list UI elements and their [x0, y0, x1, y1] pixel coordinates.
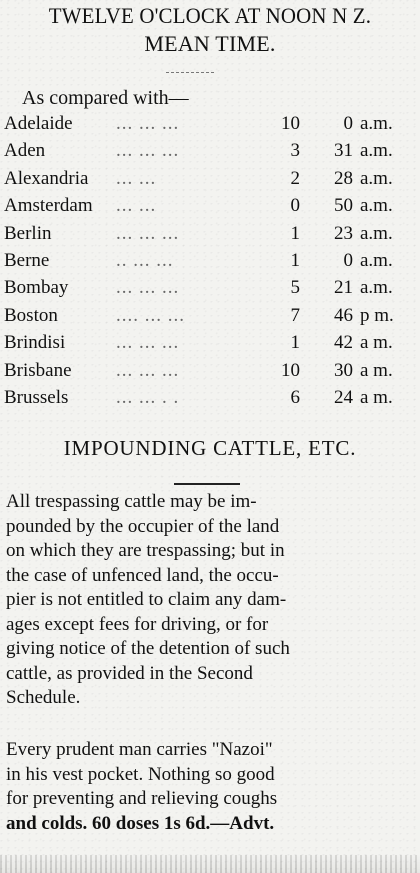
hour-value: 1 [290, 249, 300, 271]
dot-leader: ... ... ... [116, 113, 180, 134]
dot-leader: ... ... ... [116, 359, 180, 381]
section-heading: IMPOUNDING CATTLE, ETC. [63, 436, 357, 460]
dot-leader: ... ... ... [116, 222, 180, 244]
paragraph-line: pier is not entitled to claim any dam- [6, 589, 287, 610]
minute-value: 24 [334, 386, 353, 408]
minute-value: 30 [334, 359, 353, 381]
hour-value: 3 [290, 140, 300, 162]
minute-value: 23 [334, 222, 353, 244]
city-name: Brindisi [4, 332, 66, 354]
dot-leader: ... ... ... [116, 277, 180, 299]
paragraph-line: for preventing and relieving coughs [6, 788, 278, 809]
advertisement-paragraph [6, 738, 414, 836]
time-table-title [0, 2, 420, 58]
table-row-aden [4, 137, 408, 164]
section-divider [174, 483, 240, 485]
city-name: Amsterdam [4, 195, 93, 217]
table-row-amsterdam [4, 192, 408, 219]
hour-value: 6 [290, 386, 300, 408]
paragraph-line: cattle, as provided in the Second [6, 662, 253, 684]
dot-leader: .. ... ... [116, 249, 174, 271]
dot-leader: ... ... ... [116, 332, 180, 354]
paragraph-line: Every prudent man carries "Nazoi" [6, 739, 273, 760]
city-name: Brisbane [4, 359, 72, 381]
city-name: Brussels [4, 386, 69, 408]
hour-value: 2 [290, 167, 300, 189]
meridiem-label: a.m. [360, 167, 393, 189]
table-row-adelaide [4, 110, 408, 137]
table-row-brisbane [4, 357, 408, 384]
hour-value: 10 [281, 359, 300, 381]
city-name: Alexandria [4, 167, 89, 189]
dot-leader: .... ... ... [116, 304, 185, 326]
meridiem-label: a.m. [360, 222, 393, 244]
table-row-bombay [4, 274, 408, 301]
minute-value: 46 [334, 304, 353, 326]
meridiem-label: p m. [360, 304, 394, 326]
meridiem-label: a m. [360, 359, 393, 381]
city-name: Berlin [4, 222, 52, 244]
dot-leader: ... ... . . [116, 386, 180, 408]
meridiem-label: a.m. [360, 249, 393, 271]
table-row-brindisi [4, 329, 408, 356]
hour-value: 7 [290, 304, 300, 326]
meridiem-label: a.m. [360, 277, 393, 299]
impounding-paragraph [6, 490, 414, 711]
hour-value: 0 [290, 195, 300, 217]
meridiem-label: a.m. [360, 113, 393, 134]
meridiem-label: a m. [360, 386, 393, 408]
meridiem-label: a.m. [360, 140, 393, 162]
hour-value: 5 [290, 277, 300, 299]
time-table-title-line-1: TWELVE O'CLOCK AT NOON N Z. [48, 3, 372, 28]
hour-value: 10 [281, 113, 300, 134]
paragraph-line: on which they are trespassing; but in [6, 540, 285, 561]
minute-value: 50 [334, 195, 353, 217]
time-table-title-line-2: MEAN TIME. [144, 31, 276, 56]
table-row-boston [4, 302, 408, 329]
meridiem-label: a.m. [360, 195, 393, 217]
dot-leader: ... ... [116, 167, 157, 189]
minute-value: 21 [334, 277, 353, 299]
table-row-brussels [4, 384, 408, 411]
city-name: Adelaide [4, 113, 73, 134]
city-name: Aden [4, 140, 46, 162]
paragraph-line: and colds. 60 doses 1s 6d.—Advt. [6, 812, 275, 834]
minute-value: 42 [334, 332, 353, 354]
torn-paper-edge [0, 855, 420, 873]
title-divider [166, 72, 214, 73]
paragraph-line: the case of unfenced land, the occu- [6, 564, 279, 586]
hour-value: 1 [290, 222, 300, 244]
city-name: Boston [4, 304, 58, 326]
city-time-table [4, 110, 408, 411]
comparison-intro: As compared with— [22, 87, 189, 109]
hour-value: 1 [290, 332, 300, 354]
paragraph-line: pounded by the occupier of the land [6, 515, 280, 537]
minute-value: 31 [334, 140, 353, 162]
paragraph-line: ages except fees for driving, or for [6, 613, 269, 635]
table-row-berlin [4, 220, 408, 247]
minute-value: 0 [343, 113, 353, 134]
paragraph-line: Schedule. [6, 687, 81, 708]
table-row-alexandria [4, 165, 408, 192]
paragraph-line: giving notice of the detention of such [6, 638, 290, 659]
city-name: Bombay [4, 277, 69, 299]
paragraph-line: All trespassing cattle may be im- [6, 491, 257, 512]
minute-value: 0 [343, 249, 353, 271]
dot-leader: ... ... [116, 195, 157, 217]
table-row-berne [4, 247, 408, 274]
dot-leader: ... ... ... [116, 140, 180, 162]
minute-value: 28 [334, 167, 353, 189]
meridiem-label: a m. [360, 332, 393, 354]
paragraph-line: in his vest pocket. Nothing so good [6, 763, 275, 785]
city-name: Berne [4, 249, 50, 271]
